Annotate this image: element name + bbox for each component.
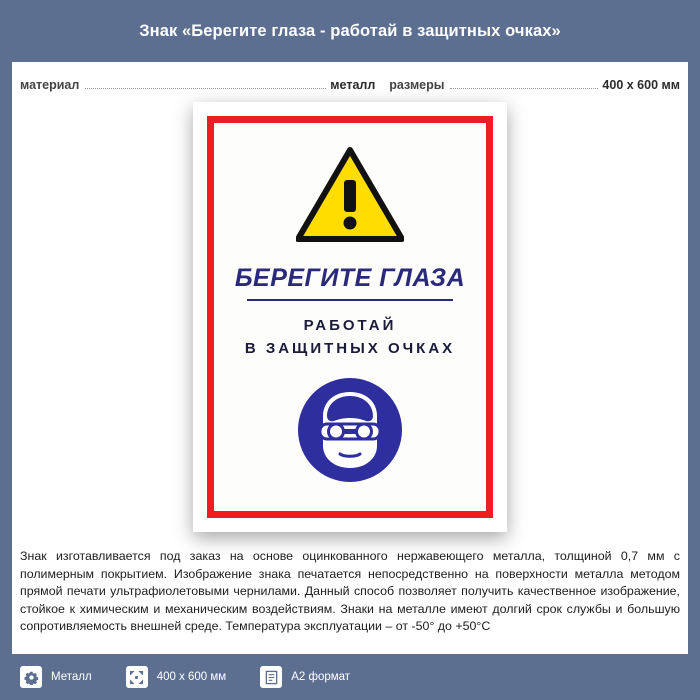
sign-title: БЕРЕГИТЕ ГЛАЗА [234,264,466,292]
gear-icon [20,666,42,688]
spec-line [12,62,688,92]
footer-item-material[interactable] [20,666,92,688]
page-title: Знак «Берегите глаза - работай в защитных очках» [139,21,561,40]
safety-goggles-icon [296,376,404,489]
sign-divider [247,299,453,301]
spec-size [389,78,680,92]
exclamation-triangle-icon [296,147,404,242]
spec-material-label: материал [20,78,80,92]
footer-format-label: А2 формат [291,671,351,683]
dot-leader [85,88,326,89]
footer-item-size[interactable] [126,666,227,688]
dot-leader [450,88,598,89]
product-description: Знак изготавливается под заказ на основе оцинкованного нержавеющего металла, толщиной 0,7 мм с полимерным покрытием. Изображение знака печатается непосредственно на поверхности металла методом прямой печати ультрафиолетовыми чернилами. Данный способ позволяет получить качественное изображение, стойкое к химическим и механическим воздействиям. Знаки на металле имеют долгий срок службы и большую сопротивляемость внешней среде. Температура эксплуатации – от -50° до +50°C [20,549,680,634]
footer-size-label: 400 x 600 мм [156,671,227,683]
resize-icon [126,666,148,688]
spec-material-value: металл [330,78,376,92]
footer-material-label: Металл [51,671,92,683]
spec-size-value: 400 x 600 мм [602,78,680,92]
sign-subtitle-line2: В ЗАЩИТНЫХ ОЧКАХ [244,339,456,357]
sign-subtitle [245,315,455,360]
page-header [0,0,700,62]
sign-subtitle-line1: РАБОТАЙ [303,317,397,334]
page-footer [0,654,700,700]
spec-material [20,78,375,92]
sign-preview-area [12,102,688,542]
footer-item-format[interactable] [260,666,350,688]
sign-plate [193,102,507,532]
spec-size-label: размеры [389,78,445,92]
document-icon [260,666,282,688]
sign-content [207,116,493,518]
